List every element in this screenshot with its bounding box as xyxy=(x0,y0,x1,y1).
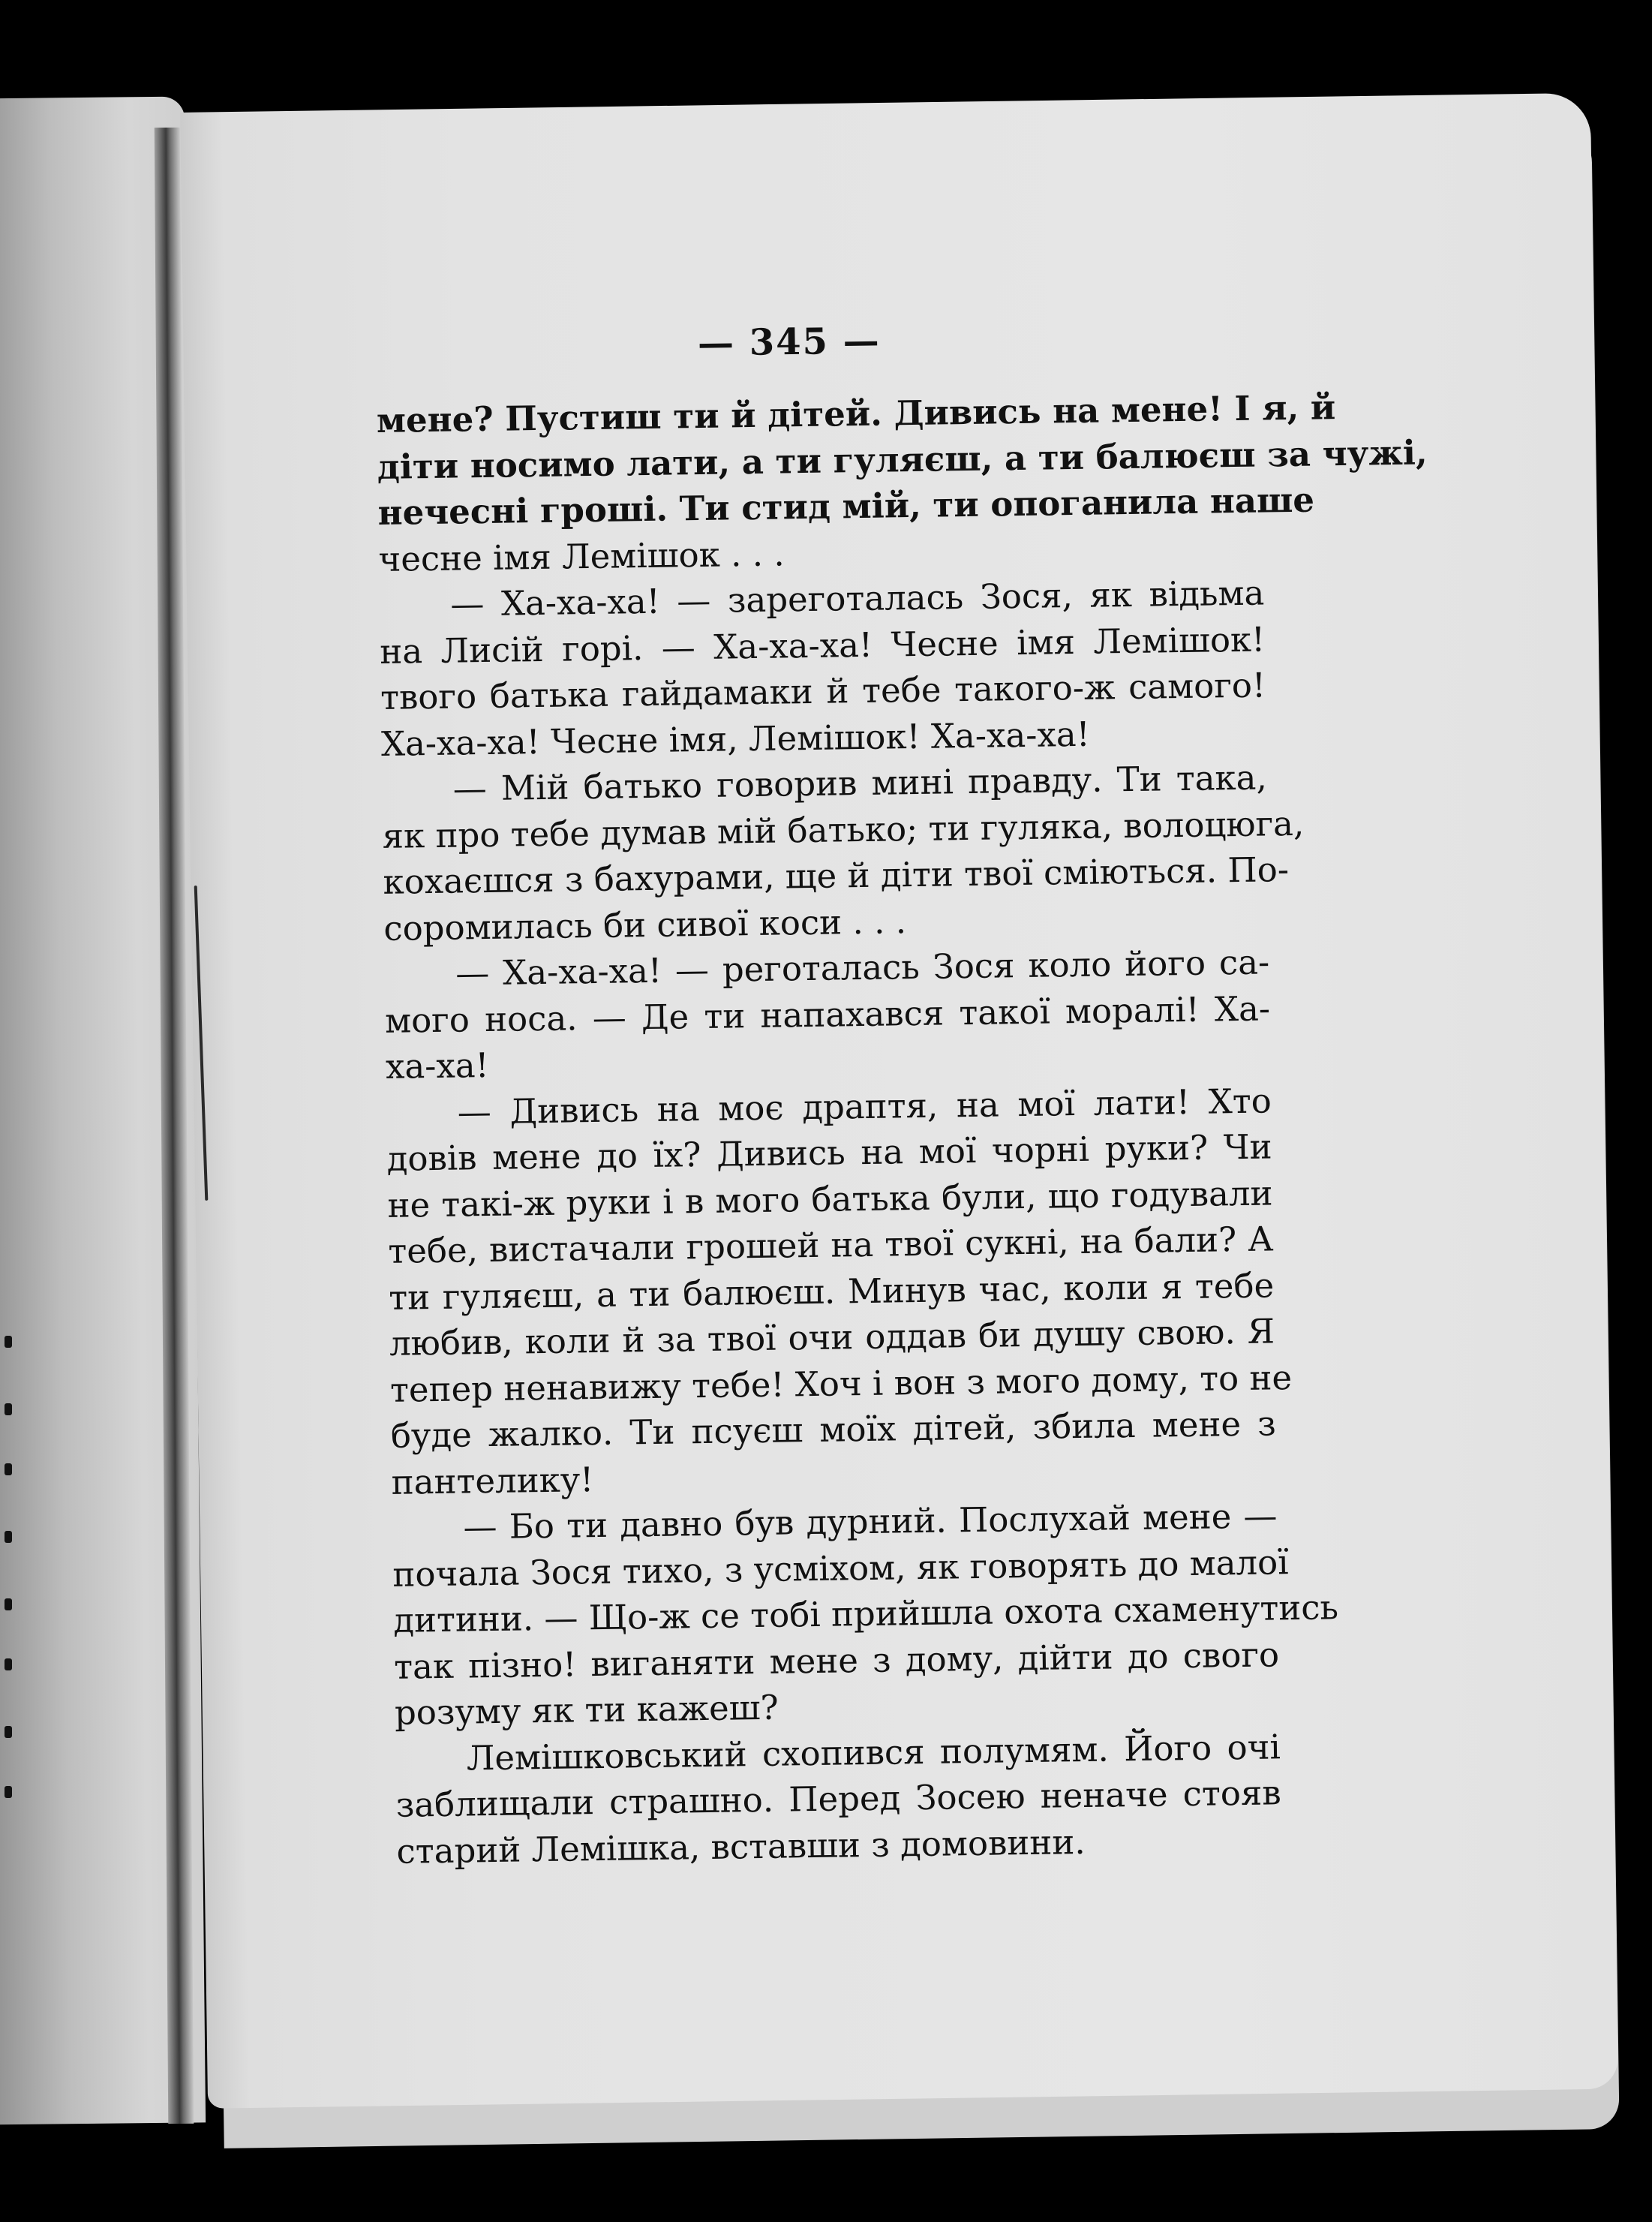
text-line: мого носа. — Де ти напахався такої моралі! Ха- xyxy=(384,988,1271,1041)
text-line: не такі-ж руки і в мого батька були, що годували xyxy=(387,1172,1273,1225)
text-line: чесне імя Лемішок . . . xyxy=(378,533,785,579)
text-line: — Ха-ха-ха! — реготалась Зося коло його са- xyxy=(455,942,1270,994)
text-line: пантелику! xyxy=(391,1459,594,1502)
page-text xyxy=(375,303,1428,1875)
text-line: почала Зося тихо, з усміхом, як говорять до малої xyxy=(392,1541,1289,1595)
text-line: ха-ха! xyxy=(385,1045,490,1087)
text-line: на Лисій горі. — Ха-ха-ха! Чесне імя Лемішок! xyxy=(379,618,1266,672)
text-lines xyxy=(376,386,1428,1875)
left-page-edge-marks xyxy=(0,1336,23,1801)
text-line: тепер ненавижу тебе! Хоч і вон з мого дому, то не xyxy=(389,1357,1293,1410)
text-line: розуму як ти кажеш? xyxy=(394,1687,779,1733)
text-line: дитини. — Що-ж се тобі прийшла охота схаменутись xyxy=(392,1587,1339,1640)
text-line: любив, коли й за твої очи оддав би душу свою. Я xyxy=(389,1311,1275,1364)
text-line: кохаєшся з бахурами, ще й діти твої сміються. По- xyxy=(383,849,1290,902)
text-line: буде жалко. Ти псуєш моїх дітей, збила мене з xyxy=(390,1403,1277,1456)
text-line: — Бо ти давно був дурний. Послухай мене — xyxy=(463,1496,1278,1547)
text-line: твого батька гайдамаки й тебе такого-ж самого! xyxy=(380,665,1266,717)
text-line: — Ха-ха-ха! — зареготалась Зося, як відьма xyxy=(450,573,1265,624)
text-line: — Мій батько говорив мині правду. Ти така, xyxy=(452,757,1268,809)
text-line: як про тебе думав мій батько; ти гуляка, волоцюга, xyxy=(382,803,1305,856)
text-line: так пізно! виганяти мене з дому, дійти до свого xyxy=(393,1634,1280,1687)
page-number: — 345 — xyxy=(697,320,882,365)
text-line: Лемішковський схопився полумям. Його очі xyxy=(466,1726,1281,1778)
text-line: соромилась би сивої коси . . . xyxy=(383,901,907,949)
text-line: діти носимо лати, а ти гуляєш, а ти балюєш за чужі, xyxy=(377,431,1428,487)
text-line: тебе, вистачали грошей на твої сукні, на бали? А xyxy=(388,1219,1274,1271)
text-line: — Дивись на моє драптя, на мої лати! Хто xyxy=(457,1080,1272,1132)
text-line: Ха-ха-ха! Чесне імя, Лемішок! Ха-ха-ха! xyxy=(380,714,1091,764)
text-line: старий Лемішка, вставши з домовини. xyxy=(396,1821,1086,1872)
text-line: заблищали страшно. Перед Зосею неначе стояв xyxy=(395,1772,1281,1825)
text-line: ти гуляєш, а ти балюєш. Минув час, коли я тебе xyxy=(388,1264,1275,1318)
text-line: мене? Пустиш ти й дітей. Дивись на мене! І я, й xyxy=(376,387,1336,440)
text-line: довів мене до їх? Дивись на мої чорні руки? Чи xyxy=(386,1126,1272,1179)
text-line: нечесні гроші. Ти стид мій, ти опоганила наше xyxy=(377,480,1315,533)
